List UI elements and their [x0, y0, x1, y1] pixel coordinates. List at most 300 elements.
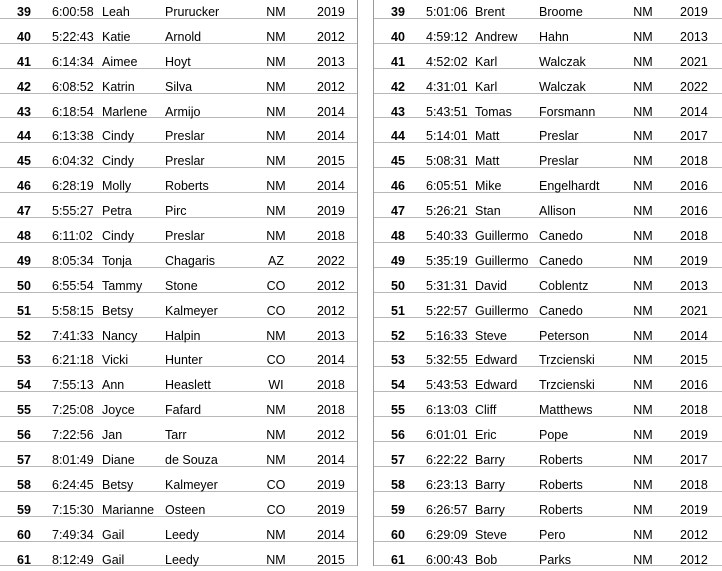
cell-year: 2022: [680, 79, 708, 94]
cell-state: AZ: [268, 253, 284, 268]
cell-last: Hahn: [539, 29, 569, 44]
cell-rank: 61: [17, 552, 31, 567]
table-row: [0, 193, 357, 218]
cell-year: 2018: [317, 403, 345, 418]
cell-time: 6:01:01: [426, 428, 468, 443]
cell-first: Vicki: [102, 353, 129, 368]
cell-time: 6:55:54: [52, 278, 94, 293]
cell-state: NM: [266, 29, 286, 44]
cell-first: Ann: [102, 378, 125, 393]
cell-rank: 58: [391, 477, 405, 492]
table-row: [374, 467, 722, 492]
cell-last: Canedo: [539, 253, 583, 268]
cell-time: 6:23:13: [426, 477, 468, 492]
table-row: [374, 94, 722, 119]
cell-time: 6:13:03: [426, 403, 468, 418]
cell-rank: 52: [17, 328, 31, 343]
cell-year: 2019: [680, 5, 708, 19]
cell-year: 2019: [317, 5, 345, 19]
cell-first: Andrew: [475, 29, 518, 44]
cell-year: 2014: [680, 328, 708, 343]
cell-year: 2019: [317, 204, 345, 219]
cell-last: Matthews: [539, 403, 593, 418]
cell-time: 6:14:34: [52, 54, 94, 69]
cell-time: 8:12:49: [52, 552, 94, 567]
cell-rank: 39: [391, 5, 405, 19]
table-row: [374, 293, 722, 318]
cell-time: 6:26:57: [426, 502, 468, 517]
cell-last: Heaslett: [165, 378, 211, 393]
cell-year: 2012: [317, 278, 345, 293]
cell-rank: 58: [17, 477, 31, 492]
cell-time: 6:00:43: [426, 552, 468, 567]
cell-last: Leedy: [165, 552, 200, 567]
cell-last: Armijo: [165, 104, 201, 119]
table-row: [0, 69, 357, 94]
table-row: [374, 517, 722, 542]
table-row: [0, 218, 357, 243]
cell-year: 2014: [317, 104, 345, 119]
cell-time: 7:55:13: [52, 378, 94, 393]
cell-year: 2019: [680, 428, 708, 443]
cell-state: NM: [633, 253, 653, 268]
cell-rank: 51: [17, 303, 31, 318]
cell-last: Canedo: [539, 229, 583, 244]
cell-last: Hunter: [165, 353, 203, 368]
table-row: [374, 19, 722, 44]
cell-year: 2022: [317, 253, 345, 268]
cell-rank: 50: [391, 278, 405, 293]
cell-time: 5:43:53: [426, 378, 468, 393]
cell-year: 2019: [680, 253, 708, 268]
cell-state: NM: [266, 104, 286, 119]
cell-last: Kalmeyer: [165, 477, 218, 492]
cell-year: 2017: [680, 453, 708, 468]
cell-state: NM: [633, 54, 653, 69]
cell-state: NM: [633, 353, 653, 368]
cell-last: Prurucker: [165, 5, 220, 19]
cell-year: 2014: [317, 527, 345, 542]
cell-rank: 51: [391, 303, 405, 318]
table-row: [374, 442, 722, 467]
cell-state: NM: [633, 453, 653, 468]
cell-time: 8:05:34: [52, 253, 94, 268]
cell-time: 7:25:08: [52, 403, 94, 418]
cell-first: Cliff: [475, 403, 497, 418]
cell-year: 2013: [680, 278, 708, 293]
cell-rank: 55: [391, 403, 405, 418]
cell-state: NM: [266, 453, 286, 468]
cell-first: Mike: [475, 179, 502, 194]
cell-rank: 41: [17, 54, 31, 69]
cell-rank: 56: [391, 428, 405, 443]
cell-state: NM: [633, 179, 653, 194]
cell-rank: 60: [391, 527, 405, 542]
table-row: [0, 542, 357, 567]
cell-last: Trzcienski: [539, 378, 595, 393]
cell-time: 5:22:57: [426, 303, 468, 318]
cell-last: Preslar: [165, 129, 205, 144]
cell-time: 6:00:58: [52, 5, 94, 19]
cell-rank: 39: [17, 5, 31, 19]
table-row: [0, 118, 357, 143]
cell-rank: 48: [391, 229, 405, 244]
cell-year: 2018: [680, 154, 708, 169]
cell-last: Roberts: [539, 502, 583, 517]
cell-first: Guillermo: [475, 303, 529, 318]
cell-first: Matt: [475, 129, 500, 144]
cell-time: 6:13:38: [52, 129, 94, 144]
cell-last: Tarr: [165, 428, 187, 443]
cell-rank: 54: [391, 378, 405, 393]
cell-time: 5:55:27: [52, 204, 94, 219]
cell-rank: 56: [17, 428, 31, 443]
cell-year: 2014: [317, 453, 345, 468]
cell-state: NM: [633, 303, 653, 318]
cell-rank: 42: [391, 79, 405, 94]
cell-first: Betsy: [102, 303, 134, 318]
cell-first: Barry: [475, 453, 505, 468]
cell-rank: 41: [391, 54, 405, 69]
cell-state: NM: [633, 29, 653, 44]
cell-first: Guillermo: [475, 253, 529, 268]
cell-rank: 60: [17, 527, 31, 542]
cell-state: NM: [633, 204, 653, 219]
cell-state: NM: [266, 79, 286, 94]
cell-time: 5:43:51: [426, 104, 468, 119]
cell-year: 2014: [680, 104, 708, 119]
table-row: [374, 118, 722, 143]
cell-rank: 40: [17, 29, 31, 44]
cell-year: 2015: [680, 353, 708, 368]
cell-last: Walczak: [539, 79, 586, 94]
cell-year: 2012: [317, 29, 345, 44]
cell-last: Broome: [539, 5, 583, 19]
table-row: [374, 168, 722, 193]
cell-rank: 61: [391, 552, 405, 567]
cell-last: Engelhardt: [539, 179, 600, 194]
cell-state: NM: [266, 5, 286, 19]
cell-first: Bob: [475, 552, 498, 567]
cell-last: Coblentz: [539, 278, 589, 293]
cell-first: Brent: [475, 5, 505, 19]
cell-last: Roberts: [539, 453, 583, 468]
table-row: [0, 342, 357, 367]
cell-state: CO: [266, 502, 286, 517]
cell-rank: 53: [391, 353, 405, 368]
cell-last: Allison: [539, 204, 576, 219]
cell-last: Chagaris: [165, 253, 216, 268]
cell-state: WI: [268, 378, 284, 393]
cell-year: 2014: [317, 353, 345, 368]
cell-state: NM: [633, 79, 653, 94]
table-row: [374, 193, 722, 218]
cell-state: NM: [266, 54, 286, 69]
cell-state: CO: [266, 278, 286, 293]
cell-rank: 46: [17, 179, 31, 194]
cell-year: 2013: [680, 29, 708, 44]
cell-first: Karl: [475, 79, 498, 94]
cell-year: 2018: [680, 229, 708, 244]
table-row: [0, 467, 357, 492]
cell-last: Peterson: [539, 328, 590, 343]
cell-year: 2013: [317, 328, 345, 343]
cell-first: Katrin: [102, 79, 135, 94]
cell-first: Steve: [475, 328, 507, 343]
cell-time: 5:31:31: [426, 278, 468, 293]
table-row: [0, 442, 357, 467]
cell-state: NM: [633, 229, 653, 244]
cell-rank: 59: [17, 502, 31, 517]
cell-time: 7:15:30: [52, 502, 94, 517]
cell-time: 6:18:54: [52, 104, 94, 119]
cell-year: 2012: [317, 303, 345, 318]
cell-year: 2016: [680, 179, 708, 194]
cell-time: 6:28:19: [52, 179, 94, 194]
cell-first: Katie: [102, 29, 131, 44]
cell-first: Guillermo: [475, 229, 529, 244]
cell-state: NM: [266, 229, 286, 244]
cell-first: Molly: [102, 179, 132, 194]
cell-time: 7:49:34: [52, 527, 94, 542]
cell-last: de Souza: [165, 453, 218, 468]
cell-year: 2018: [680, 403, 708, 418]
cell-first: Cindy: [102, 154, 134, 169]
cell-last: Parks: [539, 552, 571, 567]
cell-state: CO: [266, 477, 286, 492]
cell-state: NM: [633, 403, 653, 418]
cell-time: 6:29:09: [426, 527, 468, 542]
cell-rank: 47: [17, 204, 31, 219]
cell-time: 5:14:01: [426, 129, 468, 144]
cell-last: Osteen: [165, 502, 206, 517]
cell-rank: 47: [391, 204, 405, 219]
table-row: [0, 318, 357, 343]
cell-first: Nancy: [102, 328, 138, 343]
cell-state: NM: [633, 328, 653, 343]
cell-rank: 43: [17, 104, 31, 119]
table-row: [374, 143, 722, 168]
cell-state: NM: [266, 179, 286, 194]
cell-first: Steve: [475, 527, 507, 542]
cell-year: 2013: [317, 54, 345, 69]
cell-state: NM: [633, 129, 653, 144]
cell-year: 2017: [680, 129, 708, 144]
cell-time: 6:08:52: [52, 79, 94, 94]
cell-time: 7:22:56: [52, 428, 94, 443]
cell-rank: 45: [391, 154, 405, 169]
cell-time: 5:08:31: [426, 154, 468, 169]
cell-first: Marlene: [102, 104, 148, 119]
cell-rank: 57: [17, 453, 31, 468]
cell-time: 6:24:45: [52, 477, 94, 492]
table-row: [374, 44, 722, 69]
table-row: [374, 243, 722, 268]
cell-last: Forsmann: [539, 104, 596, 119]
cell-last: Roberts: [539, 477, 583, 492]
table-row: [374, 0, 722, 19]
cell-first: Tomas: [475, 104, 512, 119]
cell-state: NM: [633, 378, 653, 393]
cell-first: Edward: [475, 378, 518, 393]
table-row: [0, 0, 357, 19]
table-row: [374, 342, 722, 367]
table-row: [374, 218, 722, 243]
cell-year: 2012: [317, 428, 345, 443]
table-row: [374, 392, 722, 417]
cell-last: Pirc: [165, 204, 187, 219]
table-row: [374, 542, 722, 567]
cell-time: 5:01:06: [426, 5, 468, 19]
cell-state: NM: [633, 104, 653, 119]
table-row: [0, 293, 357, 318]
cell-state: NM: [266, 154, 286, 169]
cell-state: NM: [266, 527, 286, 542]
cell-state: NM: [633, 428, 653, 443]
cell-year: 2018: [680, 477, 708, 492]
cell-time: 4:52:02: [426, 54, 468, 69]
cell-time: 6:21:18: [52, 353, 94, 368]
table-row: [0, 517, 357, 542]
cell-time: 6:04:32: [52, 154, 94, 169]
cell-year: 2021: [680, 54, 708, 69]
cell-state: CO: [266, 353, 286, 368]
cell-state: NM: [633, 154, 653, 169]
cell-state: NM: [266, 129, 286, 144]
cell-time: 8:01:49: [52, 453, 94, 468]
cell-time: 7:41:33: [52, 328, 94, 343]
cell-last: Preslar: [539, 154, 579, 169]
cell-time: 4:59:12: [426, 29, 468, 44]
table-row: [374, 268, 722, 293]
table-row: [0, 367, 357, 392]
left-results-table: [0, 0, 358, 566]
table-row: [374, 492, 722, 517]
cell-last: Preslar: [539, 129, 579, 144]
cell-state: NM: [266, 204, 286, 219]
cell-state: NM: [633, 5, 653, 19]
cell-last: Hoyt: [165, 54, 191, 69]
cell-first: Edward: [475, 353, 518, 368]
cell-year: 2015: [317, 154, 345, 169]
cell-rank: 52: [391, 328, 405, 343]
cell-time: 4:31:01: [426, 79, 468, 94]
cell-year: 2014: [317, 179, 345, 194]
table-row: [0, 94, 357, 119]
cell-rank: 55: [17, 403, 31, 418]
cell-rank: 44: [17, 129, 31, 144]
cell-state: NM: [266, 403, 286, 418]
cell-rank: 57: [391, 453, 405, 468]
table-row: [374, 318, 722, 343]
cell-first: Marianne: [102, 502, 155, 517]
cell-rank: 46: [391, 179, 405, 194]
table-row: [0, 417, 357, 442]
cell-rank: 49: [391, 253, 405, 268]
cell-last: Preslar: [165, 154, 205, 169]
cell-first: Gail: [102, 527, 125, 542]
cell-year: 2012: [680, 527, 708, 542]
cell-year: 2014: [317, 129, 345, 144]
cell-time: 5:58:15: [52, 303, 94, 318]
cell-last: Silva: [165, 79, 193, 94]
cell-last: Fafard: [165, 403, 202, 418]
table-row: [0, 168, 357, 193]
cell-time: 6:05:51: [426, 179, 468, 194]
cell-year: 2021: [680, 303, 708, 318]
cell-first: Petra: [102, 204, 132, 219]
cell-first: Karl: [475, 54, 498, 69]
cell-rank: 45: [17, 154, 31, 169]
cell-first: Barry: [475, 477, 505, 492]
cell-year: 2012: [680, 552, 708, 567]
cell-last: Leedy: [165, 527, 200, 542]
cell-state: NM: [633, 502, 653, 517]
cell-rank: 50: [17, 278, 31, 293]
cell-rank: 42: [17, 79, 31, 94]
cell-last: Trzcienski: [539, 353, 595, 368]
table-row: [0, 19, 357, 44]
cell-first: Cindy: [102, 129, 134, 144]
cell-time: 5:40:33: [426, 229, 468, 244]
table-row: [0, 392, 357, 417]
cell-rank: 59: [391, 502, 405, 517]
cell-time: 5:35:19: [426, 253, 468, 268]
cell-first: Eric: [475, 428, 497, 443]
cell-time: 5:22:43: [52, 29, 94, 44]
table-row: [0, 268, 357, 293]
cell-last: Walczak: [539, 54, 586, 69]
cell-first: Aimee: [102, 54, 138, 69]
cell-first: Barry: [475, 502, 505, 517]
cell-first: Diane: [102, 453, 135, 468]
cell-year: 2019: [317, 502, 345, 517]
cell-time: 5:26:21: [426, 204, 468, 219]
cell-year: 2019: [317, 477, 345, 492]
table-row: [0, 44, 357, 69]
table-row: [374, 367, 722, 392]
cell-year: 2018: [317, 378, 345, 393]
cell-first: Betsy: [102, 477, 134, 492]
cell-year: 2016: [680, 378, 708, 393]
cell-year: 2016: [680, 204, 708, 219]
cell-rank: 49: [17, 253, 31, 268]
table-row: [0, 143, 357, 168]
cell-year: 2019: [680, 502, 708, 517]
cell-first: Matt: [475, 154, 500, 169]
cell-first: Leah: [102, 5, 130, 19]
cell-last: Preslar: [165, 229, 205, 244]
cell-first: Tammy: [102, 278, 143, 293]
cell-time: 6:22:22: [426, 453, 468, 468]
cell-state: NM: [633, 278, 653, 293]
cell-time: 5:32:55: [426, 353, 468, 368]
cell-first: Cindy: [102, 229, 134, 244]
cell-state: CO: [266, 303, 286, 318]
cell-state: NM: [633, 527, 653, 542]
table-row: [0, 243, 357, 268]
cell-rank: 43: [391, 104, 405, 119]
cell-state: NM: [633, 477, 653, 492]
cell-state: NM: [266, 428, 286, 443]
cell-last: Canedo: [539, 303, 583, 318]
cell-last: Halpin: [165, 328, 201, 343]
cell-rank: 53: [17, 353, 31, 368]
cell-rank: 54: [17, 378, 31, 393]
cell-year: 2018: [317, 229, 345, 244]
cell-time: 6:11:02: [52, 229, 93, 244]
cell-rank: 44: [391, 129, 405, 144]
